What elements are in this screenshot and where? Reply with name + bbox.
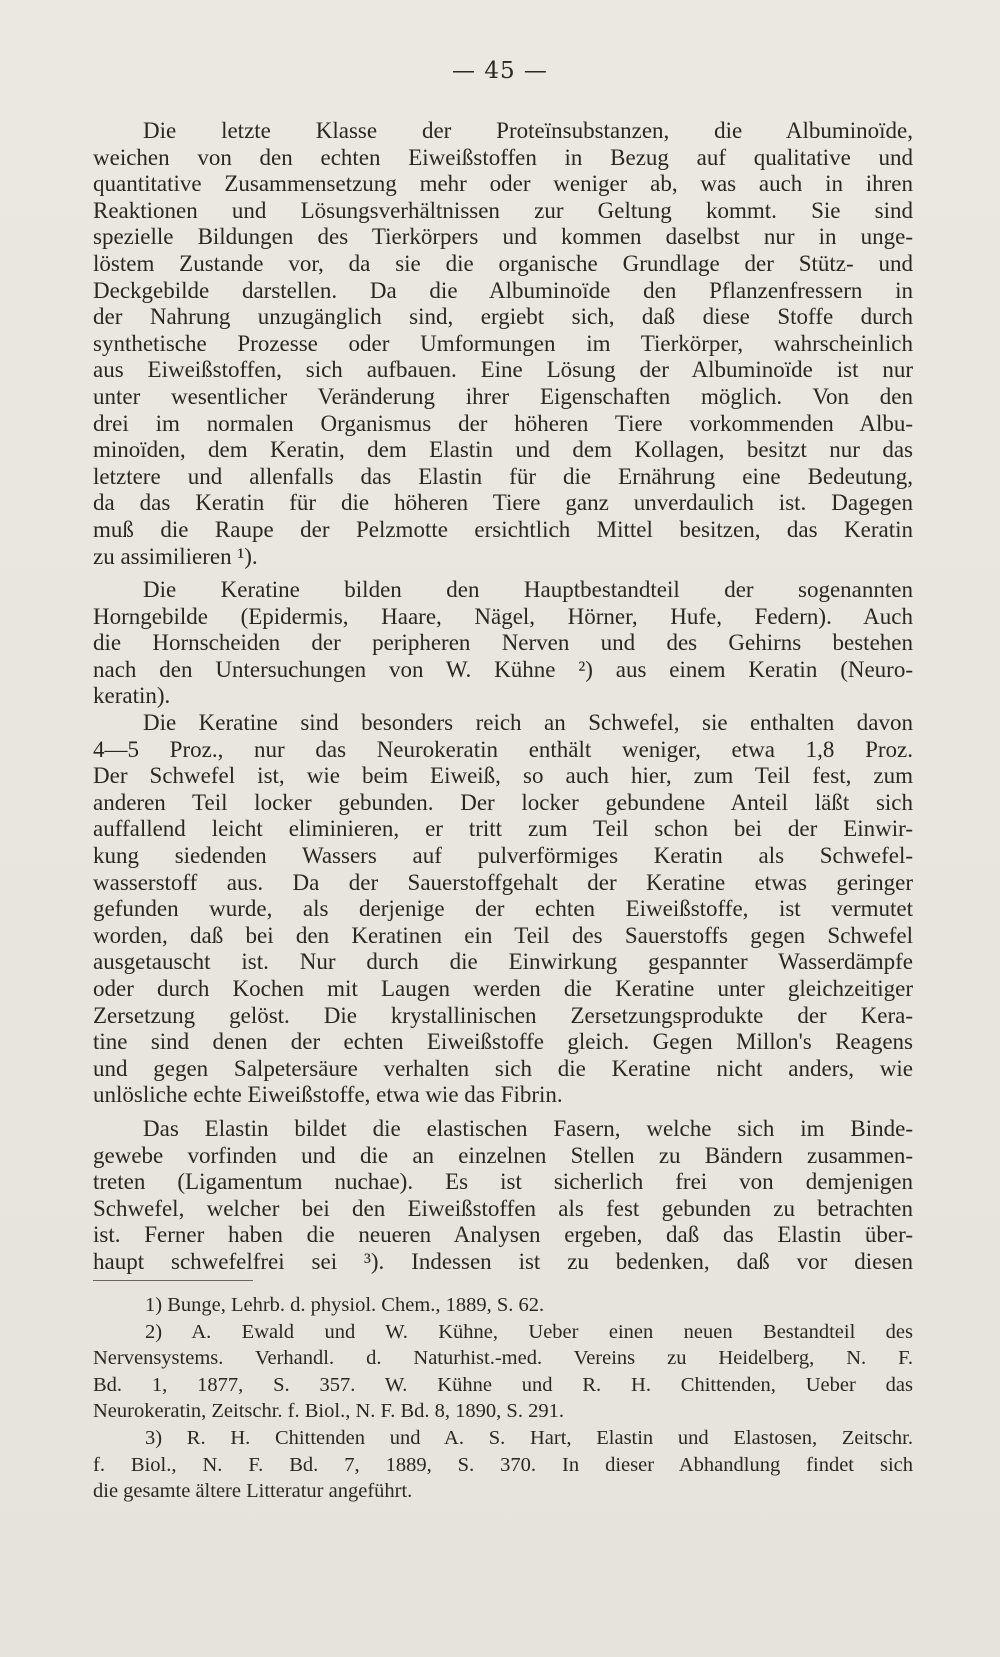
- text-line: auffallend leicht eliminieren, er tritt zum Teil schon bei der Einwir-: [93, 816, 913, 842]
- text-line: ausgetauscht ist. Nur durch die Einwirkung gespannter Wasserdämpfe: [93, 949, 913, 975]
- text-line: Horngebilde (Epidermis, Haare, Nägel, Hörner, Hufe, Federn). Auch: [93, 603, 913, 629]
- text-line: unlösliche echte Eiweißstoffe, etwa wie das Fibrin.: [93, 1082, 563, 1108]
- text-line: muß die Raupe der Pelzmotte ersichtlich Mittel besitzen, das Keratin: [93, 516, 913, 542]
- paragraph-keratine: [93, 577, 913, 710]
- text-line: wasserstoff aus. Da der Sauerstoffgehalt der Keratine etwas geringer: [93, 869, 913, 895]
- text-line: kung siedenden Wassers auf pulverförmiges Keratin als Schwefel-: [93, 843, 913, 869]
- text-line: nach den Untersuchungen von W. Kühne ²) aus einem Keratin (Neuro-: [93, 656, 913, 682]
- text-line: weichen von den echten Eiweißstoffen in Bezug auf qualitative und: [93, 144, 913, 170]
- text-line: spezielle Bildungen des Tierkörpers und kommen daselbst nur in unge-: [93, 224, 913, 250]
- text-line: aus Eiweißstoffen, sich aufbauen. Eine Lösung der Albuminoïde ist nur: [93, 357, 913, 383]
- footnote-line: Neurokeratin, Zeitschr. f. Biol., N. F. Bd. 8, 1890, S. 291.: [93, 1400, 564, 1423]
- footnotes: [93, 1292, 913, 1505]
- text-line: tine sind denen der echten Eiweißstoffe gleich. Gegen Millon's Reagens: [93, 1029, 913, 1055]
- text-line: die Hornscheiden der peripheren Nerven und des Gehirns bestehen: [93, 630, 913, 656]
- text-line: Das Elastin bildet die elastischen Fasern, welche sich im Binde-: [143, 1115, 913, 1141]
- text-line: drei im normalen Organismus der höheren Tiere vorkommenden Albu-: [93, 410, 913, 436]
- text-line: keratin).: [93, 683, 171, 709]
- text-line: Die Keratine sind besonders reich an Schwefel, sie enthalten davon: [143, 710, 913, 736]
- text-line: ist. Ferner haben die neueren Analysen ergeben, daß das Elastin über-: [93, 1222, 913, 1248]
- text-line: Der Schwefel ist, wie beim Eiweiß, so auch hier, zum Teil fest, zum: [93, 763, 913, 789]
- footnote-line: 1) Bunge, Lehrb. d. physiol. Chem., 1889, S. 62.: [145, 1294, 545, 1316]
- footnote-divider: [93, 1280, 253, 1281]
- text-line: worden, daß bei den Keratinen ein Teil des Sauerstoffs gegen Schwefel: [93, 922, 913, 948]
- text-line: letztere und allenfalls das Elastin für die Ernährung eine Bedeutung,: [93, 463, 913, 489]
- text-line: zu assimilieren ¹).: [93, 543, 258, 569]
- text-line: da das Keratin für die höheren Tiere ganz unverdaulich ist. Dagegen: [93, 490, 913, 516]
- text-line: Die Keratine bilden den Hauptbestandteil der sogenannten: [143, 577, 913, 603]
- body-text: [93, 118, 913, 1276]
- footnote-line: die gesamte ältere Litteratur angeführt.: [93, 1480, 413, 1503]
- text-line: treten (Ligamentum nuchae). Es ist sicherlich frei von demjenigen: [93, 1169, 913, 1195]
- footnote-2: [93, 1319, 913, 1425]
- footnote-line: 3) R. H. Chittenden und A. S. Hart, Elastin und Elastosen, Zeitschr.: [145, 1426, 913, 1449]
- text-line: 4—5 Proz., nur das Neurokeratin enthält weniger, etwa 1,8 Proz.: [93, 736, 913, 762]
- text-line: Zersetzung gelöst. Die krystallinischen Zersetzungsprodukte der Kera-: [93, 1002, 913, 1028]
- footnote-line: 2) A. Ewald und W. Kühne, Ueber einen neuen Bestandteil des: [145, 1320, 913, 1343]
- paragraph-schwefel: [93, 710, 913, 1109]
- text-line: der Nahrung unzugänglich sind, ergiebt sich, daß diese Stoffe durch: [93, 304, 913, 330]
- text-line: gewebe vorfinden und die an einzelnen Stellen zu Bändern zusammen-: [93, 1142, 913, 1168]
- text-line: haupt schwefelfrei sei ³). Indessen ist zu bedenken, daß vor diesen: [93, 1248, 913, 1274]
- text-line: minoïden, dem Keratin, dem Elastin und dem Kollagen, besitzt nur das: [93, 437, 913, 463]
- text-line: Die letzte Klasse der Proteïnsubstanzen, die Albuminoïde,: [143, 118, 913, 143]
- footnote-1: [93, 1292, 913, 1319]
- text-line: quantitative Zusammensetzung mehr oder weniger ab, was auch in ihren: [93, 171, 913, 197]
- text-line: Schwefel, welcher bei den Eiweißstoffen als fest gebunden zu betrachten: [93, 1195, 913, 1221]
- footnote-line: Bd. 1, 1877, S. 357. W. Kühne und R. H. Chittenden, Ueber das: [93, 1373, 913, 1396]
- text-line: Reaktionen und Lösungsverhältnissen zur Geltung kommt. Sie sind: [93, 197, 913, 223]
- text-line: gefunden wurde, als derjenige der echten Eiweißstoffe, ist vermutet: [93, 896, 913, 922]
- footnote-line: Nervensystems. Verhandl. d. Naturhist.-med. Vereins zu Heidelberg, N. F.: [93, 1347, 913, 1370]
- page-number: — 45 —: [452, 58, 548, 84]
- paragraph-elastin: [93, 1116, 913, 1276]
- text-line: unter wesentlicher Veränderung ihrer Eigenschaften möglich. Von den: [93, 383, 913, 409]
- paragraph-albuminoide: [93, 118, 913, 570]
- text-line: löstem Zustande vor, da sie die organische Grundlage der Stütz- und: [93, 250, 913, 276]
- text-line: anderen Teil locker gebunden. Der locker gebundene Anteil läßt sich: [93, 789, 913, 815]
- text-line: synthetische Prozesse oder Umformungen im Tierkörper, wahrscheinlich: [93, 330, 913, 356]
- footnote-3: [93, 1425, 913, 1505]
- footnote-line: f. Biol., N. F. Bd. 7, 1889, S. 370. In dieser Abhandlung findet sich: [93, 1453, 913, 1476]
- text-line: Deckgebilde darstellen. Da die Albuminoïde den Pflanzenfressern in: [93, 277, 913, 303]
- text-line: und gegen Salpetersäure verhalten sich die Keratine nicht anders, wie: [93, 1055, 913, 1081]
- text-line: oder durch Kochen mit Laugen werden die Keratine unter gleichzeitiger: [93, 976, 913, 1001]
